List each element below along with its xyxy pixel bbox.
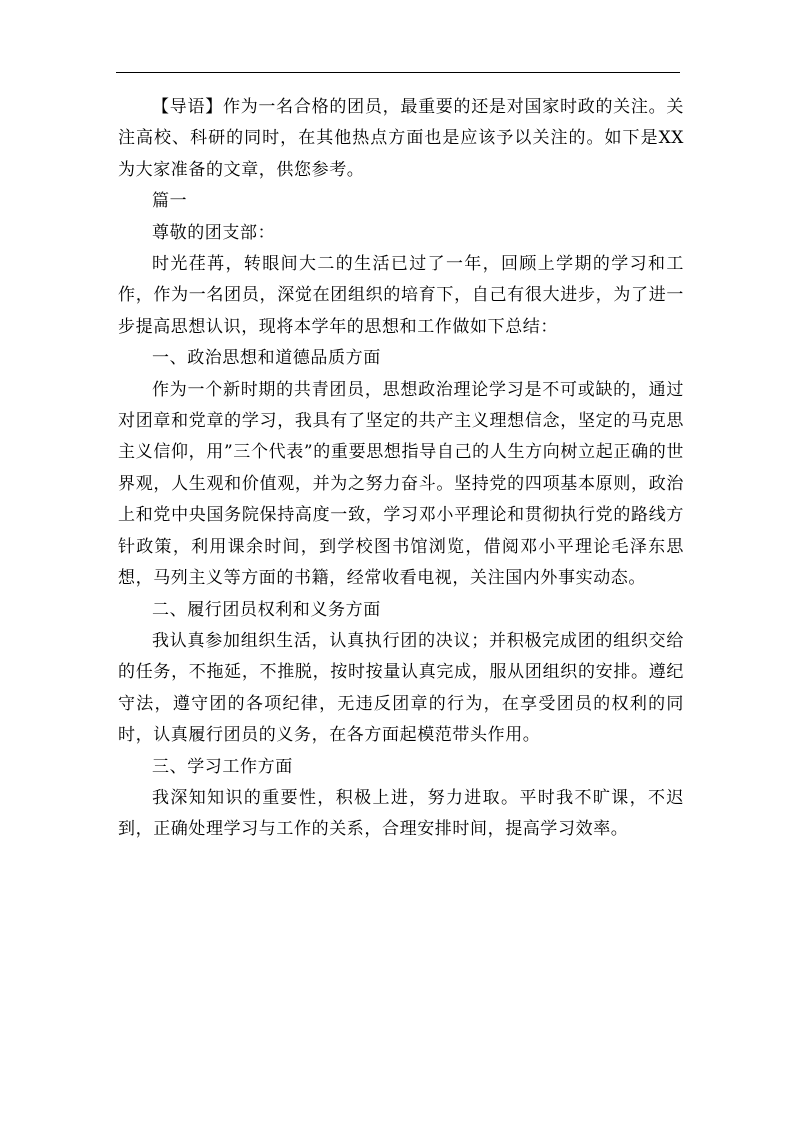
document-body xyxy=(118,92,684,846)
salutation: 尊敬的团支部： xyxy=(152,222,276,243)
header-rule xyxy=(116,72,680,73)
heading-duties: 二、履行团员权利和义务方面 xyxy=(152,599,381,620)
intro-paragraph: 【导语】作为一名合格的团员，最重要的还是对国家时政的关注。关注高校、科研的同时，在其他热点方面也是应该予以关注的。如下是XX为大家准备的文章，供您参考。 xyxy=(118,97,684,180)
opening-paragraph: 时光荏苒，转眼间大二的生活已过了一年，回顾上学期的学习和工作，作为一名团员，深觉在团组织的培育下，自己有很大进步，为了进一步提高思想认识，现将本学年的思想和工作做如下总结： xyxy=(118,254,684,337)
heading-study: 三、学习工作方面 xyxy=(152,756,293,777)
study-paragraph: 我深知知识的重要性，积极上进，努力进取。平时我不旷课，不迟到，正确处理学习与工作的关系，合理安排时间，提高学习效率。 xyxy=(118,787,684,840)
section-label: 篇一 xyxy=(152,191,188,212)
heading-politics: 一、政治思想和道德品质方面 xyxy=(152,348,381,369)
duties-paragraph: 我认真参加组织生活，认真执行团的决议；并积极完成团的组织交给的任务，不拖延，不推脱，按时按量认真完成，服从团组织的安排。遵纪守法，遵守团的各项纪律，无违反团章的行为，在享受团员的权利的同时，认真履行团员的义务，在各方面起模范带头作用。 xyxy=(118,630,684,746)
politics-paragraph: 作为一个新时期的共青团员，思想政治理论学习是不可或缺的，通过对团章和党章的学习，我具有了坚定的共产主义理想信念，坚定的马克思主义信仰，用”三个代表”的重要思想指导自己的人生方向树立起正确的世界观，人生观和价值观，并为之努力奋斗。坚持党的四项基本原则，政治上和党中央国务院保持高度一致，学习邓小平理论和贯彻执行党的路线方针政策，利用课余时间，到学校图书馆浏览，借阅邓小平理论毛泽东思想，马列主义等方面的书籍，经常收看电视，关注国内外事实动态。 xyxy=(118,379,684,589)
